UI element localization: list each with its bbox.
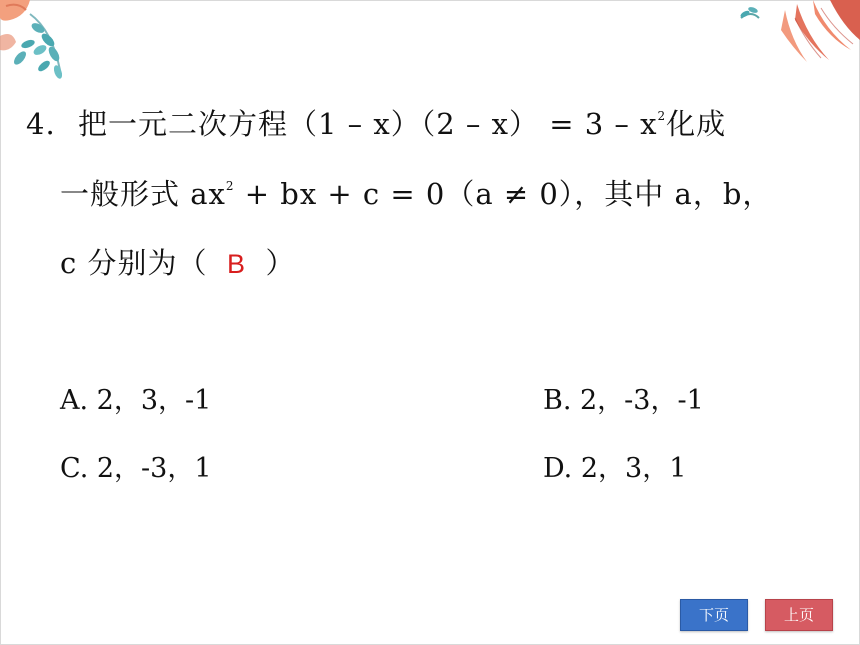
question-text: c 分别为（	[60, 246, 208, 280]
answer-text: B	[226, 249, 246, 279]
question-text: 化成	[666, 107, 727, 141]
question-text: + bx + c = 0（a ≠ 0），其中 a，b，	[234, 177, 773, 211]
floral-decoration-icon	[0, 0, 90, 95]
option-c: C. 2，-3，1	[60, 453, 212, 484]
next-page-button[interactable]: 下页	[680, 599, 748, 631]
leaf-decoration-icon	[735, 0, 860, 75]
question-text: 一般形式 ax	[60, 177, 226, 211]
question-number: 4.	[26, 107, 56, 141]
option-d: D. 2，3，1	[543, 453, 687, 484]
option-a: A. 2，3，-1	[60, 385, 212, 416]
option-b: B. 2，-3，-1	[543, 385, 704, 416]
question-line-3	[60, 245, 295, 282]
question-line-1	[78, 106, 726, 142]
previous-page-button[interactable]: 上页	[765, 599, 833, 631]
question-line-2	[60, 176, 772, 212]
superscript-exponent: 2	[657, 109, 667, 123]
superscript-exponent: 2	[225, 179, 235, 193]
question-text: 把一元二次方程（1 – x）（2 – x） = 3 – x	[78, 107, 658, 141]
question-text: ）	[265, 246, 296, 280]
